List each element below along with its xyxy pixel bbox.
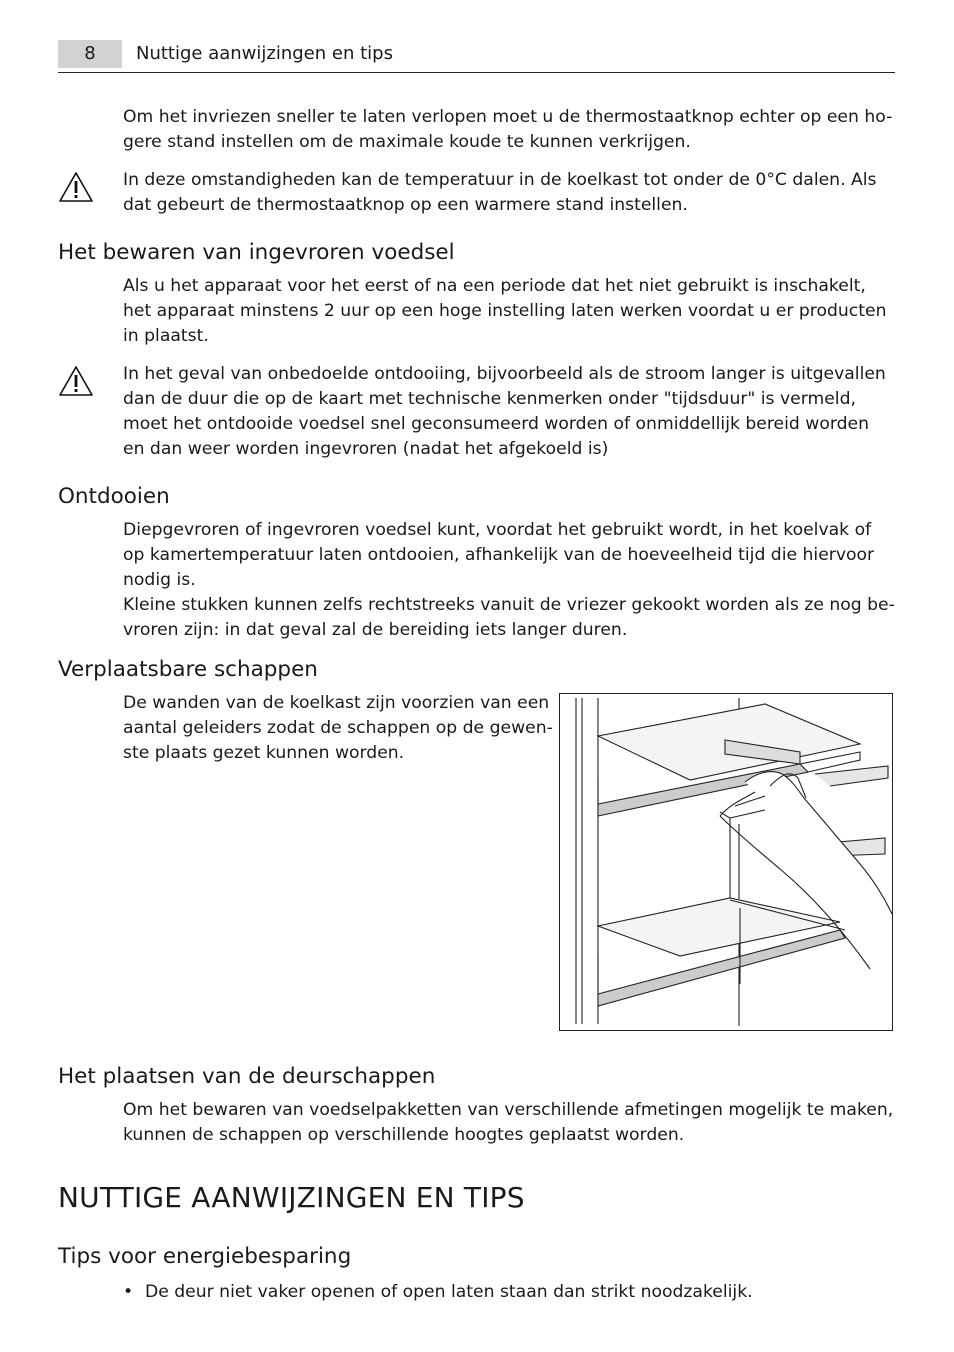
header-title: Nuttige aanwijzingen en tips xyxy=(136,43,393,64)
page-number: 8 xyxy=(58,40,122,68)
heading-deurschappen: Het plaatsen van de deurschappen xyxy=(58,1064,436,1089)
bullet-item: De deur niet vaker openen of open laten staan dan strikt noodzakelijk. xyxy=(145,1282,753,1302)
main-heading-tips: NUTTIGE AANWIJZINGEN EN TIPS xyxy=(58,1181,525,1214)
heading-ontdooien: Ontdooien xyxy=(58,484,170,509)
heading-bewaren: Het bewaren van ingevroren voedsel xyxy=(58,240,455,265)
ontdooien-paragraph: Diepgevroren of ingevroren voedsel kunt, voordat het gebruikt wordt, in het koelvak of op kamertemperatuur laten ontdooien, afhankelijk van de hoeveelheid tijd die hiervoor nodig is. Kleine stukken kunnen zelfs rechtstreeks vanuit de vriezer gekookt worden als ze nog be- vroren zijn: in dat geval zal de bereiding iets langer duren. xyxy=(123,520,895,640)
shelf-illustration xyxy=(559,693,893,1031)
heading-schappen: Verplaatsbare schappen xyxy=(58,657,318,682)
warning-icon xyxy=(58,364,94,398)
bewaren-warning-text: In het geval van onbedoelde ontdooiing, bijvoorbeeld als de stroom langer is uitgevallen dan de duur die op de kaart met technische kenmerken onder "tijdsduur" is vermeld, moet het ontdooide voedsel snel geconsumeerd worden of onmiddellijk bereid worden en dan weer worden ingevroren (nadat het afgekoeld is) xyxy=(123,364,886,459)
bewaren-paragraph: Als u het apparaat voor het eerst of na een periode dat het niet gebruikt is inschakelt, het apparaat minstens 2 uur op een hoge instelling laten werken voordat u er producten in plaatst. xyxy=(123,276,887,346)
bullet-icon: • xyxy=(123,1282,134,1302)
shelf-drawing xyxy=(560,694,892,1030)
schappen-paragraph: De wanden van de koelkast zijn voorzien van een aantal geleiders zodat de schappen op de gewen- ste plaats gezet kunnen worden. xyxy=(123,693,553,763)
heading-energie: Tips voor energiebesparing xyxy=(58,1244,352,1269)
warning-icon xyxy=(58,170,94,204)
page-header xyxy=(58,40,895,73)
intro-paragraph: Om het invriezen sneller te laten verlopen moet u de thermostaatknop echter op een ho- gere stand instellen om de maximale koude te kunnen verkrijgen. xyxy=(123,107,893,152)
intro-warning-text: In deze omstandigheden kan de temperatuur in de koelkast tot onder de 0°C dalen. Als dat gebeurt de thermostaatknop op een warmere stand instellen. xyxy=(123,170,877,215)
deurschappen-paragraph: Om het bewaren van voedselpakketten van verschillende afmetingen mogelijk te maken, kunnen de schappen op verschillende hoogtes geplaatst worden. xyxy=(123,1100,894,1145)
